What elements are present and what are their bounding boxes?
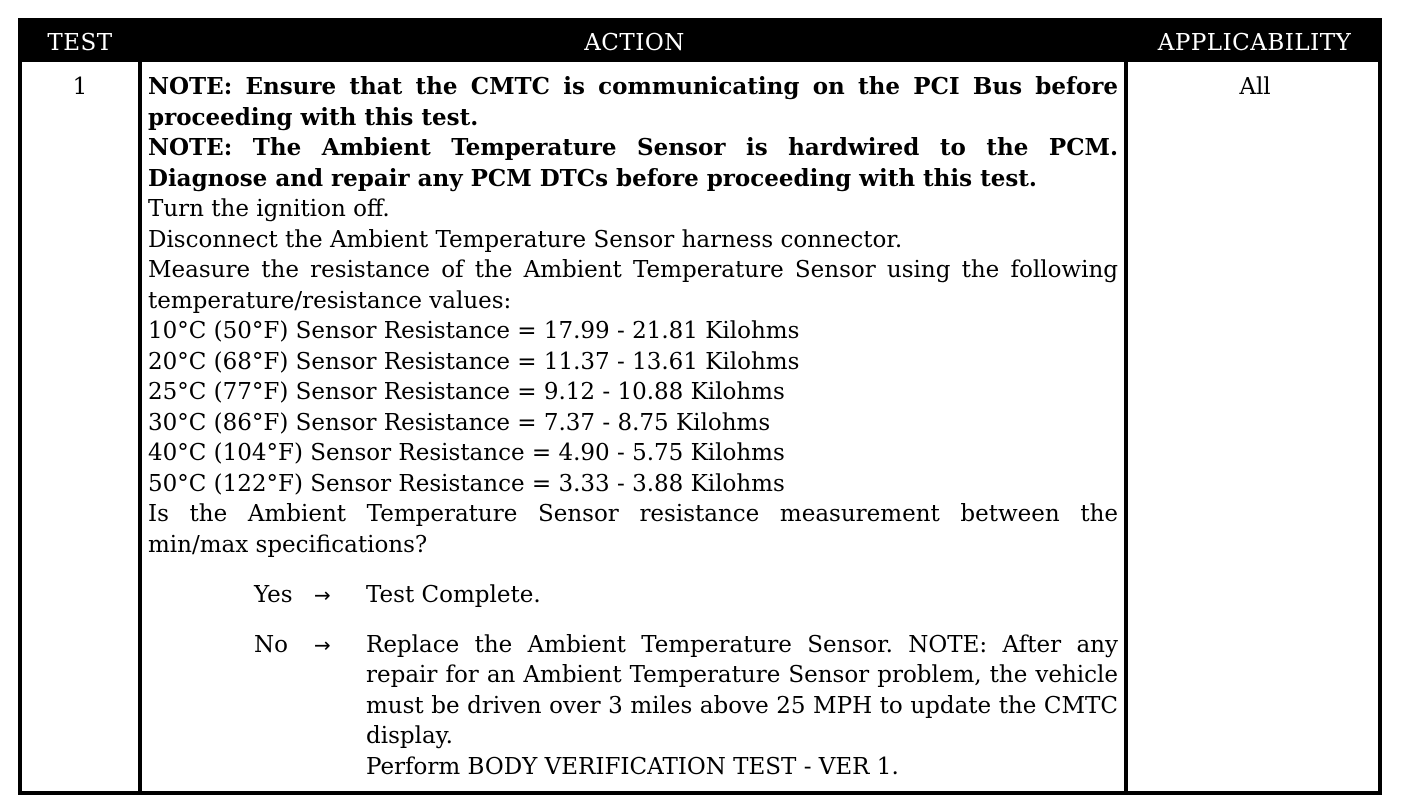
answer-no-text bbox=[366, 630, 1118, 783]
right-arrow-icon: → bbox=[314, 583, 331, 607]
step-ignition-off: Turn the ignition off. bbox=[148, 196, 390, 222]
answer-yes-label: Yes bbox=[254, 582, 293, 608]
answer-yes-text bbox=[366, 580, 1118, 611]
resistance-value: 25°C (77°F) Sensor Resistance = 9.12 - 10.88 Kilohms bbox=[148, 379, 785, 405]
resistance-value: 20°C (68°F) Sensor Resistance = 11.37 - 13.61 Kilohms bbox=[148, 348, 800, 375]
header-action: ACTION bbox=[584, 30, 685, 56]
note-pcm-hardwired: NOTE: The Ambient Temperature Sensor is hardwired to the PCM. Diagnose and repair any PCM DTCs before proceeding with this test. bbox=[148, 134, 1118, 192]
answer-yes bbox=[148, 580, 1118, 611]
diagnostic-test-table bbox=[18, 18, 1382, 795]
header-test: TEST bbox=[47, 30, 113, 56]
answer-no-instruction: Replace the Ambient Temperature Sensor. NOTE: After any repair for an Ambient Temperature Sensor problem, the vehicle must be driven over 3 miles above 25 MPH to update the CMTC display. bbox=[366, 631, 1118, 749]
table-header bbox=[22, 22, 1378, 62]
test-number: 1 bbox=[72, 74, 88, 100]
answer-no bbox=[148, 630, 1118, 783]
answer-yes-instruction: Test Complete. bbox=[366, 582, 541, 608]
action-cell bbox=[148, 72, 1118, 782]
answer-options bbox=[148, 580, 1118, 782]
resistance-value: 10°C (50°F) Sensor Resistance = 17.99 - 21.81 Kilohms bbox=[148, 318, 800, 344]
header-applicability: APPLICABILITY bbox=[1157, 30, 1352, 56]
resistance-value: 30°C (86°F) Sensor Resistance = 7.37 - 8.75 Kilohms bbox=[148, 409, 771, 436]
right-arrow-icon: → bbox=[314, 632, 331, 657]
step-measure-resistance: Measure the resistance of the Ambient Temperature Sensor using the following temperature/resistance values: bbox=[148, 257, 1118, 314]
resistance-value: 40°C (104°F) Sensor Resistance = 4.90 - 5.75 Kilohms bbox=[148, 440, 785, 466]
column-divider bbox=[1124, 62, 1128, 791]
applicability-value: All bbox=[1239, 74, 1271, 100]
diagnostic-question: Is the Ambient Temperature Sensor resistance measurement between the min/max specifications? bbox=[148, 501, 1118, 558]
note-pci-bus: NOTE: Ensure that the CMTC is communicating on the PCI Bus before proceeding with this test. bbox=[148, 73, 1118, 131]
answer-no-label: No bbox=[254, 631, 288, 658]
answer-no-followup: Perform BODY VERIFICATION TEST - VER 1. bbox=[366, 753, 899, 780]
column-divider bbox=[138, 62, 142, 791]
resistance-value: 50°C (122°F) Sensor Resistance = 3.33 - 3.88 Kilohms bbox=[148, 470, 785, 497]
step-disconnect-connector: Disconnect the Ambient Temperature Sensor harness connector. bbox=[148, 226, 903, 253]
